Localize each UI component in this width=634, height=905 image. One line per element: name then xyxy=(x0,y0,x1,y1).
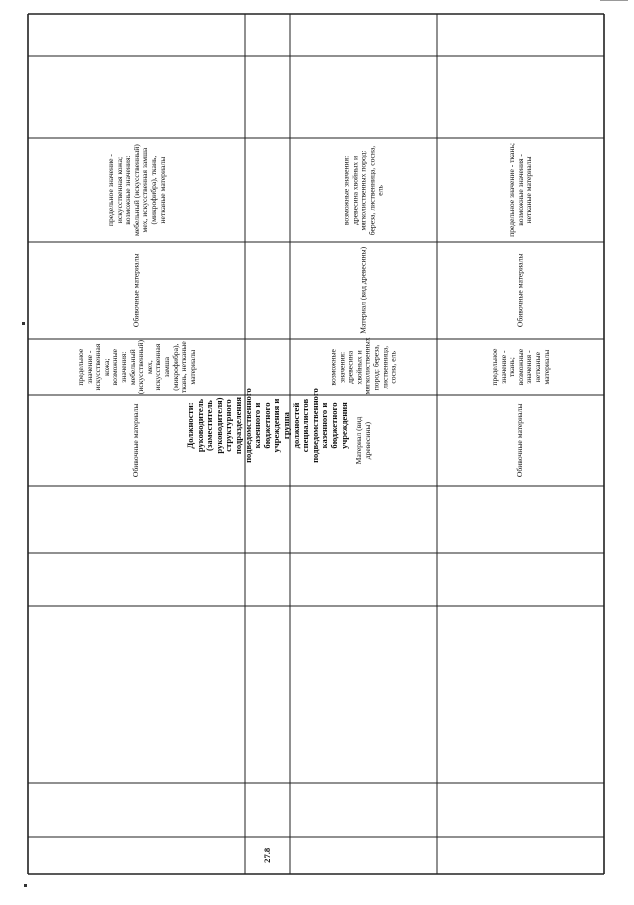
characteristic-a-cell xyxy=(437,395,604,486)
characteristic-b-cell xyxy=(28,242,245,339)
characteristic-b-cell xyxy=(437,242,604,339)
characteristic-a-cell xyxy=(290,395,437,486)
characteristic-a-cell xyxy=(28,395,245,486)
value-b: возможные значения: древесина хвойных и мягколиственных пород: береза, лиственница, сосна, ель xyxy=(341,145,385,235)
row-number-cell xyxy=(245,837,290,874)
value-b: предельное значение - искусственная кожа; возможные значения: мебельный (искусственный) мех, искусственная замша (микрофибра), ткань, нетканые материалы xyxy=(105,144,166,236)
characteristic-b: Обивочные материалы xyxy=(131,253,141,328)
value-b-cell xyxy=(28,138,245,242)
section-heading: Должности: руководитель (заместитель руководителя) структурного подразделения подведомственного казенного и бюджетного учреждения и группа должностей специалистов подведомственного казенного и бюджетного учреждения xyxy=(184,388,349,463)
characteristic-a: Обивочные материалы xyxy=(515,403,525,478)
value-a-cell xyxy=(28,339,245,395)
characteristic-b: Обивочные материалы xyxy=(515,253,525,328)
value-a: предельное значение - ткань; возможные значения - нетканые материалы xyxy=(489,348,550,386)
value-a: предельное значение - искусственная кожа; возможные значения: мебельный (искусственный) мех, искусственная замша (микрофибра), ткань, нетканые материалы xyxy=(75,339,197,394)
row-number: 27.8 xyxy=(262,847,273,864)
section-heading-cell xyxy=(184,14,349,837)
characteristic-b-cell xyxy=(290,242,437,339)
value-a-cell xyxy=(437,339,604,395)
value-b-cell xyxy=(437,138,604,242)
value-b: предельное значение - ткань; возможные значения - нетканые материалы xyxy=(506,143,533,237)
value-a-cell xyxy=(290,339,437,395)
value-b-cell xyxy=(290,138,437,242)
characteristic-a: Обивочные материалы xyxy=(131,403,141,478)
value-a: возможные значения: древесина хвойных и мягколиственных пород: береза, лиственница, сосна, ель xyxy=(328,337,398,394)
characteristic-a: Материал (вид древесины) xyxy=(353,416,372,465)
characteristic-b: Материал (вид древесины) xyxy=(358,247,368,334)
